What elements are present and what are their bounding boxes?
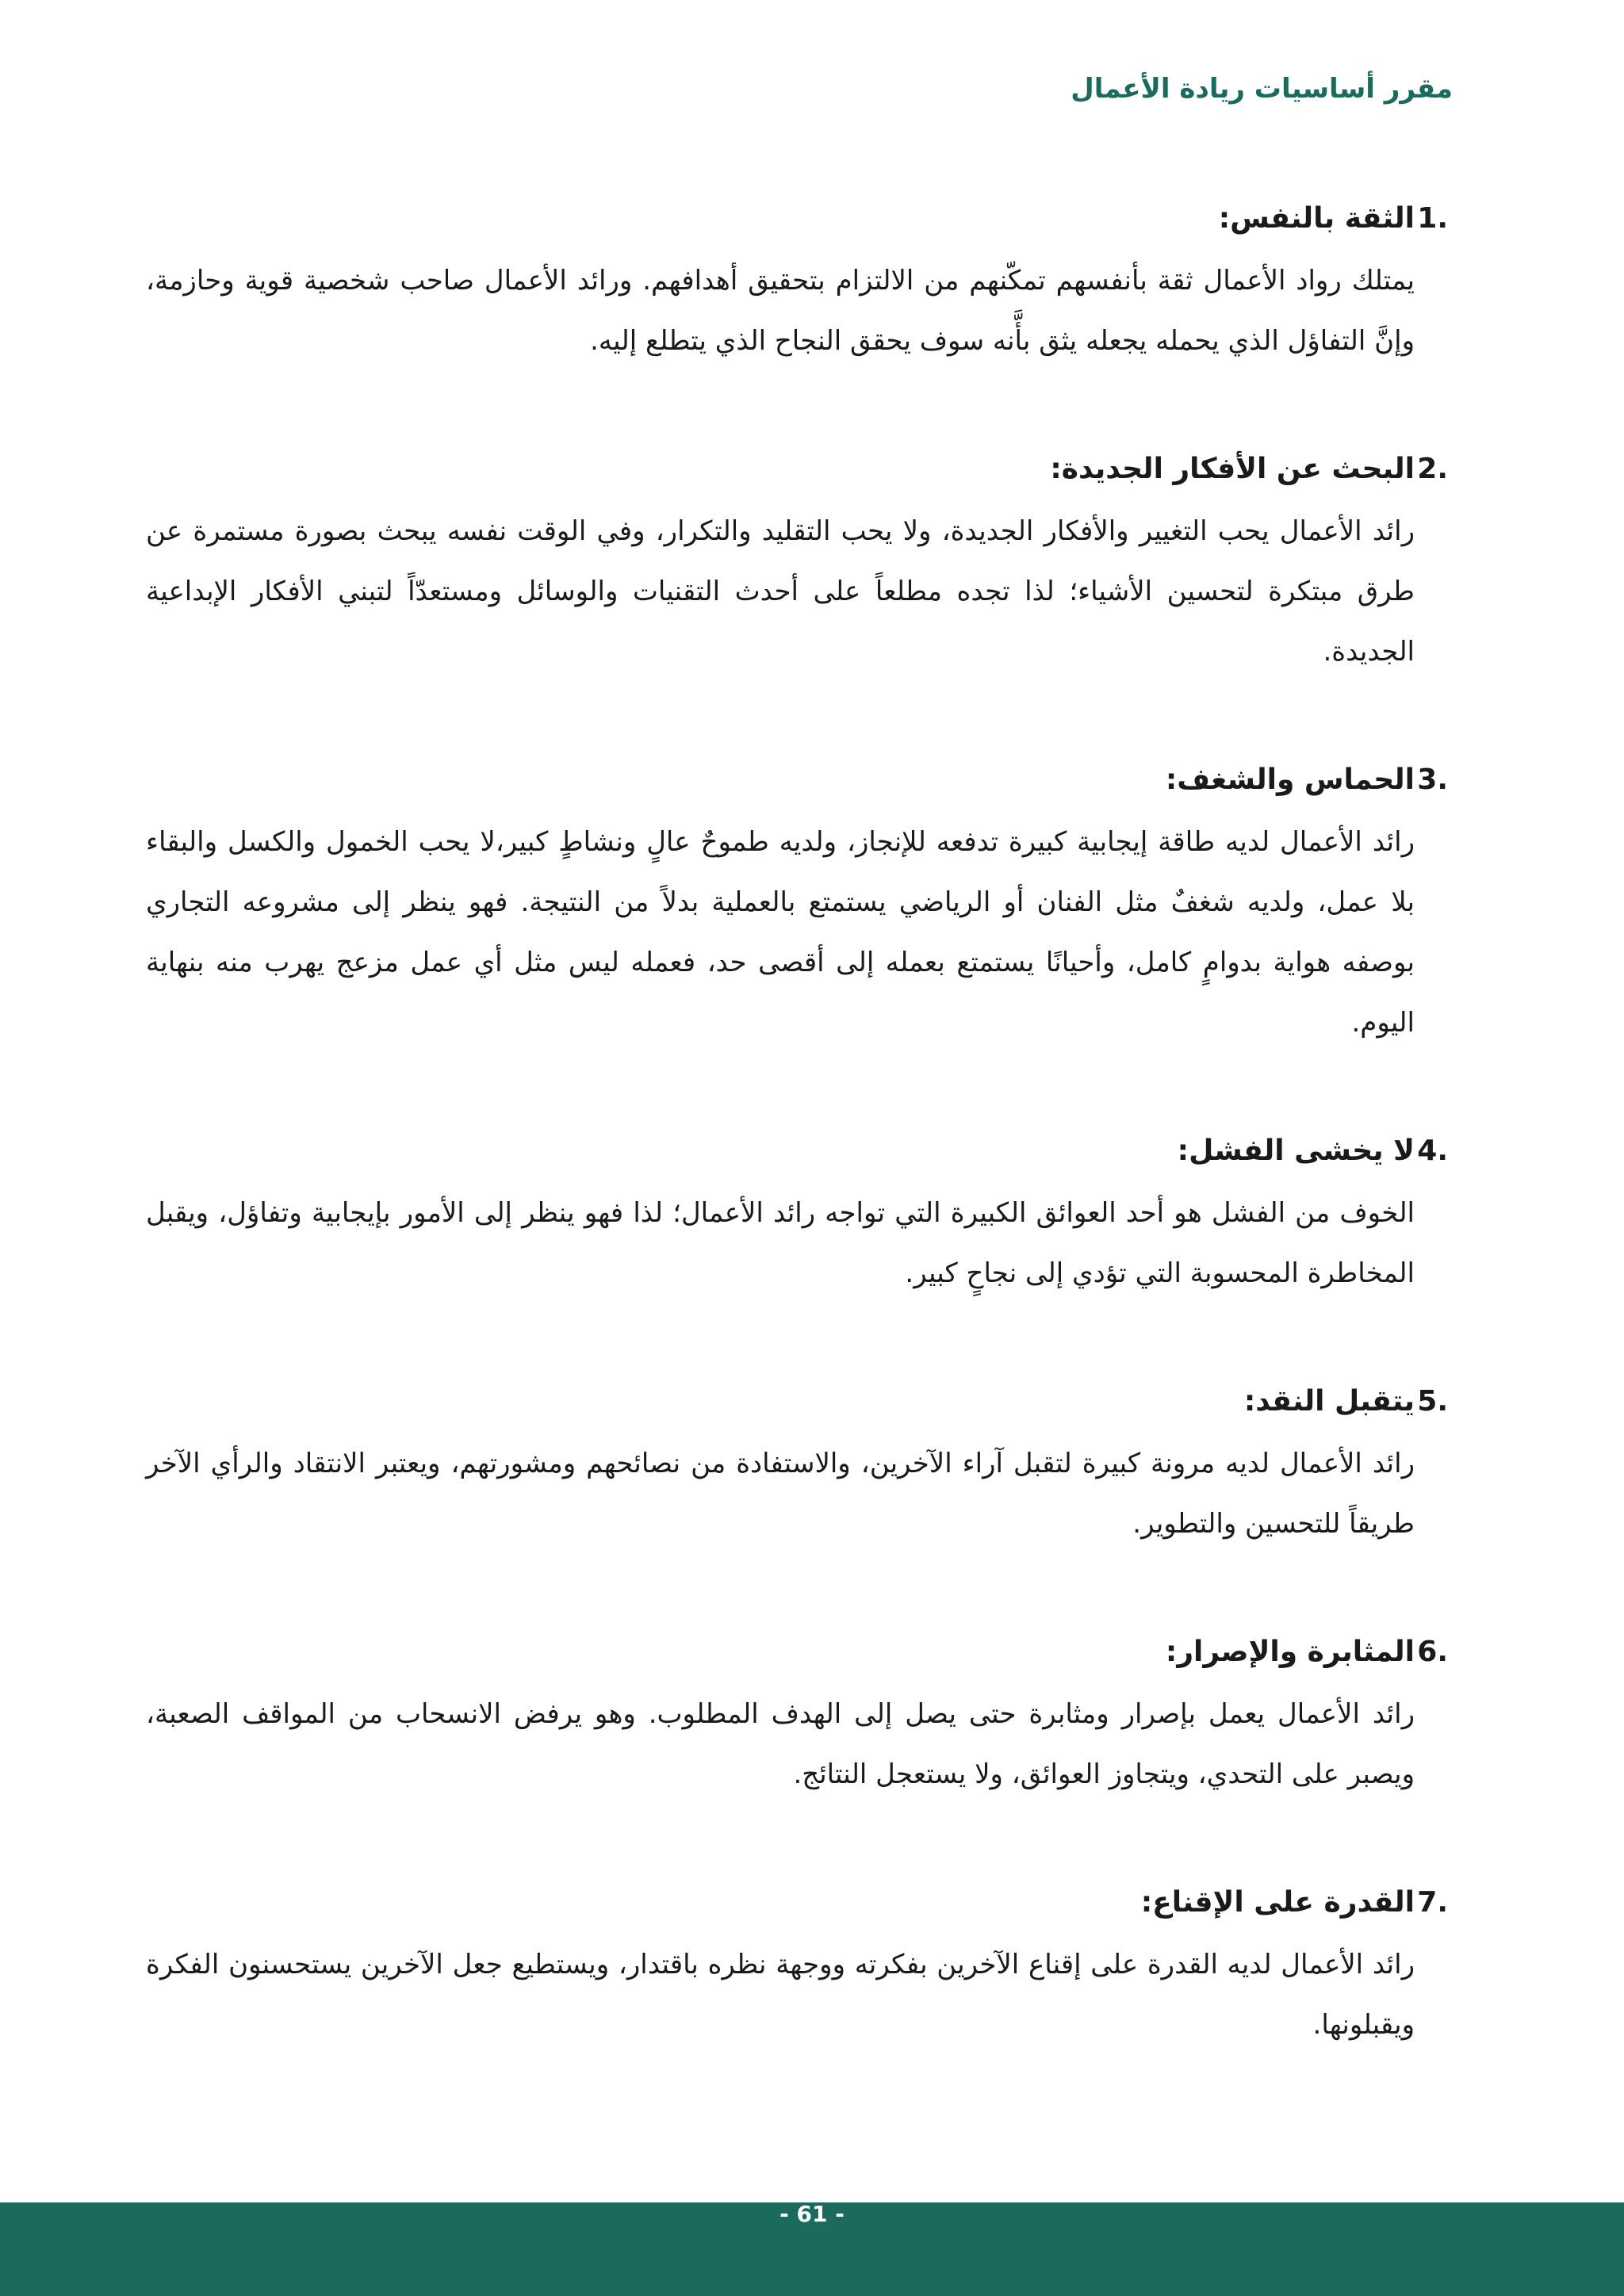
section-title: لا يخشى الفشل: bbox=[1177, 1135, 1415, 1167]
section-no-fear-of-failure bbox=[146, 1129, 1448, 1303]
section-body: رائد الأعمال لديه مرونة كبيرة لتقبل آراء الآخرين، والاستفادة من نصائحهم ومشورتهم، ويعتبر الانتقاد والرأي الآخر طريقاً للتحسين والتطوير. bbox=[146, 1448, 1415, 1540]
section-number: 4. bbox=[1417, 1135, 1448, 1167]
section-body: الخوف من الفشل هو أحد العوائق الكبيرة التي تواجه رائد الأعمال؛ لذا فهو ينظر إلى الأمور بإيجابية وتفاؤل، ويقبل المخاطرة المحسوبة التي تؤدي إلى نجاحٍ كبير. bbox=[146, 1197, 1415, 1289]
main-content bbox=[146, 197, 1448, 2131]
section-heading bbox=[146, 1380, 1448, 1424]
section-number: 7. bbox=[1417, 1886, 1448, 1919]
section-body: رائد الأعمال يعمل بإصرار ومثابرة حتى يصل إلى الهدف المطلوب. وهو يرفض الانسحاب من المواقف الصعبة، ويصبر على التحدي، ويتجاوز العوائق، ولا يستعجل النتائج. bbox=[146, 1698, 1415, 1790]
section-body: رائد الأعمال يحب التغيير والأفكار الجديدة، ولا يحب التقليد والتكرار، وفي الوقت نفسه يبحث بصورة مستمرة عن طرق مبتكرة لتحسين الأشياء؛ لذا تجده مطلعاً على أحدث التقنيات والوسائل ومستعدّاً لتبني الأفكار الإبداعية الجديدة. bbox=[146, 515, 1415, 668]
section-self-confidence bbox=[146, 197, 1448, 371]
section-body: يمتلك رواد الأعمال ثقة بأنفسهم تمكّنهم من الالتزام بتحقيق أهدافهم. ورائد الأعمال صاحب شخصية قوية وحازمة، وإنَّ التفاؤل الذي يحمله يجعله يثق بأَّنه سوف يحقق النجاح الذي يتطلع إليه. bbox=[146, 265, 1415, 357]
page-number: - 61 - bbox=[779, 2201, 845, 2227]
section-accepts-criticism bbox=[146, 1380, 1448, 1554]
section-title: القدرة على الإقناع: bbox=[1140, 1886, 1415, 1919]
section-title: الحماس والشغف: bbox=[1165, 763, 1415, 796]
section-perseverance bbox=[146, 1630, 1448, 1804]
section-number: 1. bbox=[1417, 202, 1448, 235]
section-new-ideas bbox=[146, 447, 1448, 682]
section-title: الثقة بالنفس: bbox=[1218, 202, 1415, 235]
section-number: 5. bbox=[1417, 1385, 1448, 1418]
section-heading bbox=[146, 758, 1448, 802]
page-header-title: مقرر أساسيات ريادة الأعمال bbox=[1071, 73, 1453, 105]
section-number: 3. bbox=[1417, 763, 1448, 796]
section-number: 6. bbox=[1417, 1636, 1448, 1668]
section-title: المثابرة والإصرار: bbox=[1165, 1636, 1415, 1668]
section-body: رائد الأعمال لديه طاقة إيجابية كبيرة تدفعه للإنجاز، ولديه طموحٌ عالٍ ونشاطٍ كبير،لا يحب الخمول والكسل والبقاء بلا عمل، ولديه شغفٌ مثل الفنان أو الرياضي يستمتع بالعملية بدلاً من النتيجة. فهو ينظر إلى مشروعه التجاري بوصفه هواية بدوامٍ كامل، وأحيانًا يستمتع بعمله إلى أقصى حد، فعمله ليس مثل أي عمل مزعج يهرب منه بنهاية اليوم. bbox=[146, 826, 1415, 1039]
section-persuasion bbox=[146, 1881, 1448, 2055]
section-number: 2. bbox=[1417, 453, 1448, 485]
section-heading bbox=[146, 1630, 1448, 1674]
section-heading bbox=[146, 1129, 1448, 1173]
section-title: يتقبل النقد: bbox=[1243, 1385, 1415, 1418]
section-enthusiasm bbox=[146, 758, 1448, 1053]
section-heading bbox=[146, 1881, 1448, 1925]
section-title: البحث عن الأفكار الجديدة: bbox=[1050, 453, 1415, 485]
section-heading bbox=[146, 197, 1448, 241]
section-heading bbox=[146, 447, 1448, 492]
section-body: رائد الأعمال لديه القدرة على إقناع الآخرين بفكرته ووجهة نظره باقتدار، ويستطيع جعل الآخرين يستحسنون الفكرة ويقبلونها. bbox=[146, 1949, 1415, 2041]
